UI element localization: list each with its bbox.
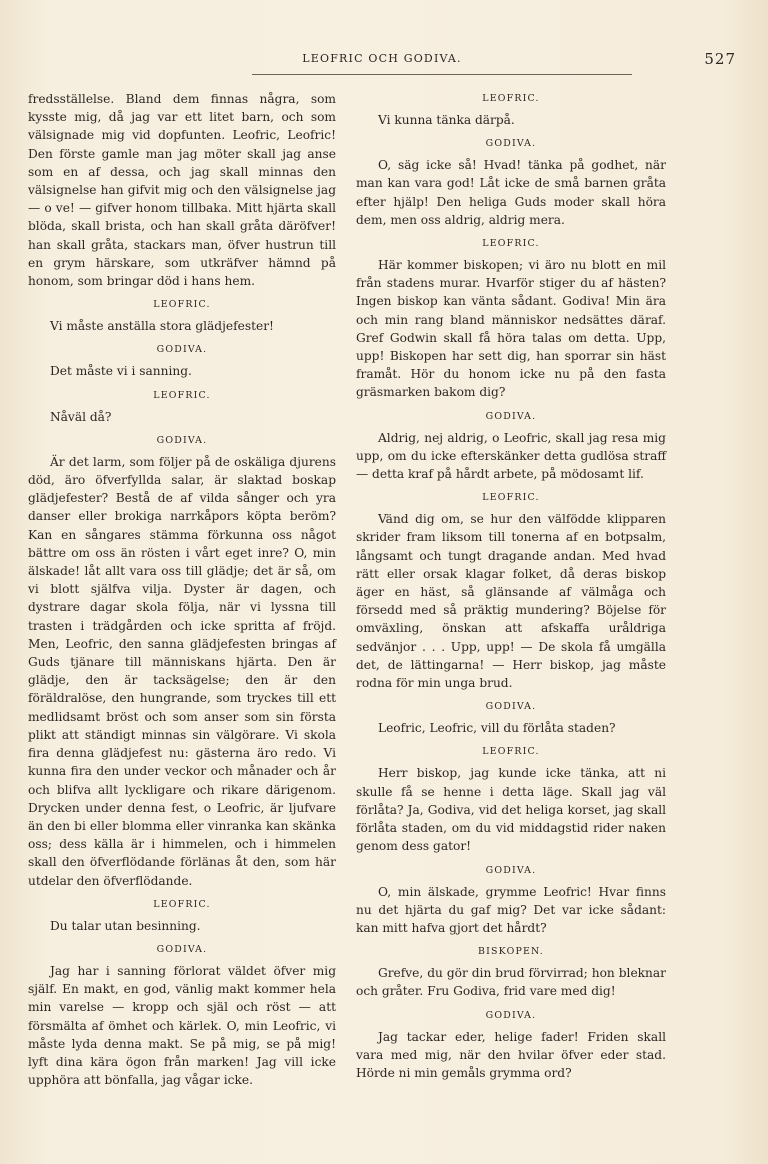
speaker-label: GODIVA. [485,1009,537,1021]
speaker-label: GODIVA. [156,344,208,356]
running-title: LEOFRIC OCH GODIVA. [302,52,462,65]
paragraph: Det måste vi i sanning. [50,364,192,379]
speaker-label: GODIVA. [485,864,537,876]
paragraph: Nåväl då? [50,409,112,424]
paragraph: O, min älskade, grymme Leofric! Hvar finns nu det hjärta du gaf mig? Det var icke sådant: kan mitt hafva gjort det hårdt? [356,884,666,935]
header-rule [252,74,632,75]
paragraph: Herr biskop, jag kunde icke tänka, att ni skulle få se henne i detta läge. Skall jag väl förlåta? Ja, Godiva, vid det heliga korset, jag skall förlåta staden, om du vid middagstid rider naken genom dess gator! [356,766,666,854]
paragraph: Vänd dig om, se hur den välfödde klipparen skrider fram liksom till tonerna af en botpsalm, långsamt och tungt dragande andan. Med hvad rätt eller orsak klagar folket, då deras biskop äger en häst, så glänsande af välmåga och försedd med så präktig mundering? Böjelse för omväxling, önskan att afskaffa uråldriga sedvänjor . . . Upp, upp! — De skola få umgälla det, de lättingarna! — Herr biskop, jag måste rodna för min unga brud. [356,512,666,691]
speaker-label: GODIVA. [485,138,537,150]
paragraph: Vi måste anställa stora glädjefester! [50,319,274,334]
paragraph: Aldrig, nej aldrig, o Leofric, skall jag resa mig upp, om du icke efterskänker detta gudlösa straff — detta kraf på hårdt arbete, på mödosamt lif. [356,430,666,482]
speaker-label: LEOFRIC. [153,898,211,910]
speaker-label: LEOFRIC. [482,746,540,758]
speaker-label: LEOFRIC. [482,238,540,250]
paragraph: fredsställelse. Bland dem finnas några, som kysste mig, då jag var ett litet barn, och som välsignade mig vid dopfunten. Leofric, Leofric! Den förste gamle man jag möter skall jag anse som en af dessa, och jag skall minnas den välsignelse han gifvit mig och den välsignelse jag — o ve! — gifver honom tillbaka. Mitt hjärta skall blöda, skall brista, och han skall gråta däröfver! han skall gråta, stackars man, öfver hustrun till en grym härskare, som utkräfver hämnd på honom, som bringar död i hans hem. [28,92,336,289]
speaker-label: LEOFRIC. [153,389,211,401]
page-number: 527 [704,50,736,68]
left-column [28,90,336,1089]
paragraph: Vi kunna tänka därpå. [378,113,515,127]
paragraph: Du talar utan besinning. [50,918,201,933]
speaker-label: GODIVA. [485,701,537,713]
paragraph: O, säg icke så! Hvad! tänka på godhet, när man kan vara god! Låt icke de små barnen gråta efter hjälp! Den heliga Guds moder skall höra dem, men oss aldrig, aldrig mera. [356,158,666,227]
page-header [28,50,736,72]
speaker-label: LEOFRIC. [482,492,540,504]
speaker-label: LEOFRIC. [482,93,540,104]
paragraph: Är det larm, som följer på de oskäliga djurens död, äro öfverfyllda salar, är slaktad boskap glädjefester? Bestå de af vilda sånger och yra danser eller brokiga narrkåpors köpta beröm? Kan en sångares stämma förkunna oss något bättre om oss än rösten i vårt eget inre? O, min älskade! låt allt vara oss till glädje; det är så, om vi blott själfva vilja. Dyster är dagen, och dystrare dagar skola följa, när vi lyssna till trasten i trädgården och icke spritta af fröjd. Men, Leofric, den sanna glädjefesten bringas af Guds tjänare till människans hjärta. Den är glädje, den är tacksägelse; den är den föräldralöse, den hungrande, som tryckes till ett medlidsamt bröst och som anser som sin första plikt att ständigt minnas sin välgörare. Vi skola fira denna glädjefest nu: gästerna äro redo. Vi kunna fira den under veckor och månader och år och blifva allt lyckligare och rikare därigenom. Drycken under denna fest, o Leofric, är ljufvare än den bi eller blomma eller vinranka kan skänka oss; dess källa är i himmelen, och i himmelen skall den öfverflödande förlänas åt den, som här utdelar den öfverflödande. [28,454,336,888]
paragraph: Jag har i sanning förlorat väldet öfver mig själf. En makt, en god, vänlig makt kommer hela min varelse — kropp och själ och röst — att försmälta af ömhet och kärlek. O, min Leofric, vi måste lyda denna makt. Se på mig, se på mig! lyft dina kära ögon från marken! Jag vill icke upphöra att bönfalla, jag vågar icke. [28,963,336,1088]
paragraph: Grefve, du gör din brud förvirrad; hon bleknar och gråter. Fru Godiva, frid vare med dig! [356,966,666,999]
paragraph: Jag tackar eder, helige fader! Friden skall vara med mig, när den hvilar öfver eder stad. Hörde ni min gemåls grymma ord? [356,1029,666,1080]
right-column [356,90,666,1082]
paragraph: Leofric, Leofric, vill du förlåta staden? [378,721,616,736]
speaker-label: GODIVA. [156,943,208,955]
paragraph: Här kommer biskopen; vi äro nu blott en mil från stadens murar. Hvarför stiger du af hästen? Ingen biskop kan vänta sådant. Godiva! Min ära och min rang bland människor nedsättes däraf. Gref Godwin skall få höra talas om detta. Upp, upp! Biskopen har sett dig, han sporrar sin häst framåt. Hör du honom icke nu på den fasta gräsmarken bakom dig? [356,258,666,400]
speaker-label: BISKOPEN. [478,946,544,958]
speaker-label: GODIVA. [485,410,537,422]
speaker-label: GODIVA. [156,434,208,446]
speaker-label: LEOFRIC. [153,299,211,311]
